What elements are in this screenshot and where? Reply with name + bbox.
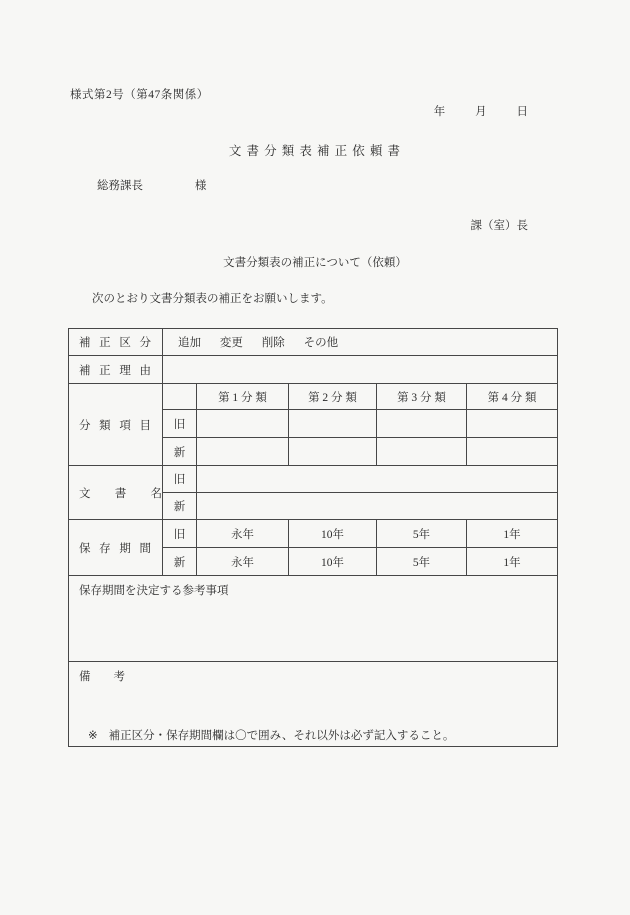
addressee-line (97, 177, 206, 193)
classification-new-cell-1 (197, 438, 289, 466)
option-add: 追加 (178, 337, 201, 349)
correction-table (68, 328, 558, 747)
document-name-new-label: 新 (163, 493, 197, 520)
classification-header-1: 第 1 分 類 (197, 384, 289, 410)
classification-old-cell-1 (197, 410, 289, 438)
retention-note-label: 保存期間を決定する参考事項 (79, 585, 229, 597)
classification-old-cell-3 (377, 410, 467, 438)
row-classification-header (69, 384, 558, 410)
form-number: 様式第2号（第47条関係） (70, 89, 209, 101)
classification-header-2: 第 2 分 類 (289, 384, 377, 410)
correction-type-label: 補正区分 (79, 337, 151, 349)
retention-new-cell-4: 1年 (467, 548, 558, 576)
remarks-label: 備 考 (79, 671, 125, 683)
sender-title: 課（室）長 (470, 220, 528, 232)
classification-new-label: 新 (163, 438, 197, 466)
correction-reason-label-cell (69, 356, 163, 384)
retention-old-cell-3: 5年 (377, 520, 467, 548)
document-name-old-label: 旧 (163, 466, 197, 493)
retention-new-cell-1: 永年 (197, 548, 289, 576)
row-retention-old (69, 520, 558, 548)
row-document-name-old (69, 466, 558, 493)
request-line: 次のとおり文書分類表の補正をお願いします。 (92, 293, 333, 305)
classification-subcol-spacer-cell (163, 384, 197, 410)
date-line (434, 103, 528, 119)
retention-label: 保存期間 (79, 542, 151, 555)
footnote-text: 補正区分・保存期間欄は〇で囲み、それ以外は必ず記入すること。 (108, 730, 455, 742)
footnote (88, 727, 454, 743)
document-name-new-cell (197, 493, 558, 520)
year-label: 年 (433, 106, 446, 118)
classification-new-cell-3 (377, 438, 467, 466)
correction-reason-label: 補正理由 (79, 364, 151, 377)
retention-old-cell-2: 10年 (289, 520, 377, 548)
document-name-label-cell (69, 466, 163, 520)
correction-type-label-cell (69, 329, 163, 356)
retention-old-cell-4: 1年 (467, 520, 558, 548)
row-retention-note (69, 576, 558, 662)
classification-new-cell-4 (467, 438, 558, 466)
retention-new-label: 新 (163, 548, 197, 576)
retention-old-cell-1: 永年 (197, 520, 289, 548)
retention-label-cell (69, 520, 163, 576)
classification-old-cell-2 (289, 410, 377, 438)
classification-old-cell-4 (467, 410, 558, 438)
classification-header-4: 第 4 分 類 (467, 384, 558, 410)
page-title: 文 書 分 類 表 補 正 依 頼 書 (228, 144, 402, 158)
option-change: 変更 (219, 337, 243, 349)
row-correction-type (69, 329, 558, 356)
retention-old-label: 旧 (163, 520, 197, 548)
subject-line: 文書分類表の補正について（依頼） (223, 257, 407, 269)
footnote-mark: ※ (88, 730, 98, 742)
row-correction-reason (69, 356, 558, 384)
correction-type-options-cell (163, 329, 558, 356)
classification-header-3: 第 3 分 類 (377, 384, 467, 410)
option-other: その他 (303, 337, 339, 349)
document-name-label: 文書名 (79, 487, 162, 500)
classification-new-cell-2 (289, 438, 377, 466)
classification-label-cell (69, 384, 163, 466)
month-label: 月 (475, 106, 487, 118)
day-label: 日 (516, 106, 528, 118)
retention-new-cell-2: 10年 (289, 548, 377, 576)
correction-reason-value-cell (163, 356, 558, 384)
classification-old-label: 旧 (163, 410, 197, 438)
option-delete: 削除 (261, 337, 285, 349)
retention-new-cell-3: 5年 (377, 548, 467, 576)
retention-note-cell (69, 576, 558, 662)
document-name-old-cell (197, 466, 558, 493)
classification-label: 分類項目 (79, 419, 151, 432)
addressee-honorific: 様 (194, 180, 207, 192)
addressee-name: 総務課長 (97, 180, 143, 192)
